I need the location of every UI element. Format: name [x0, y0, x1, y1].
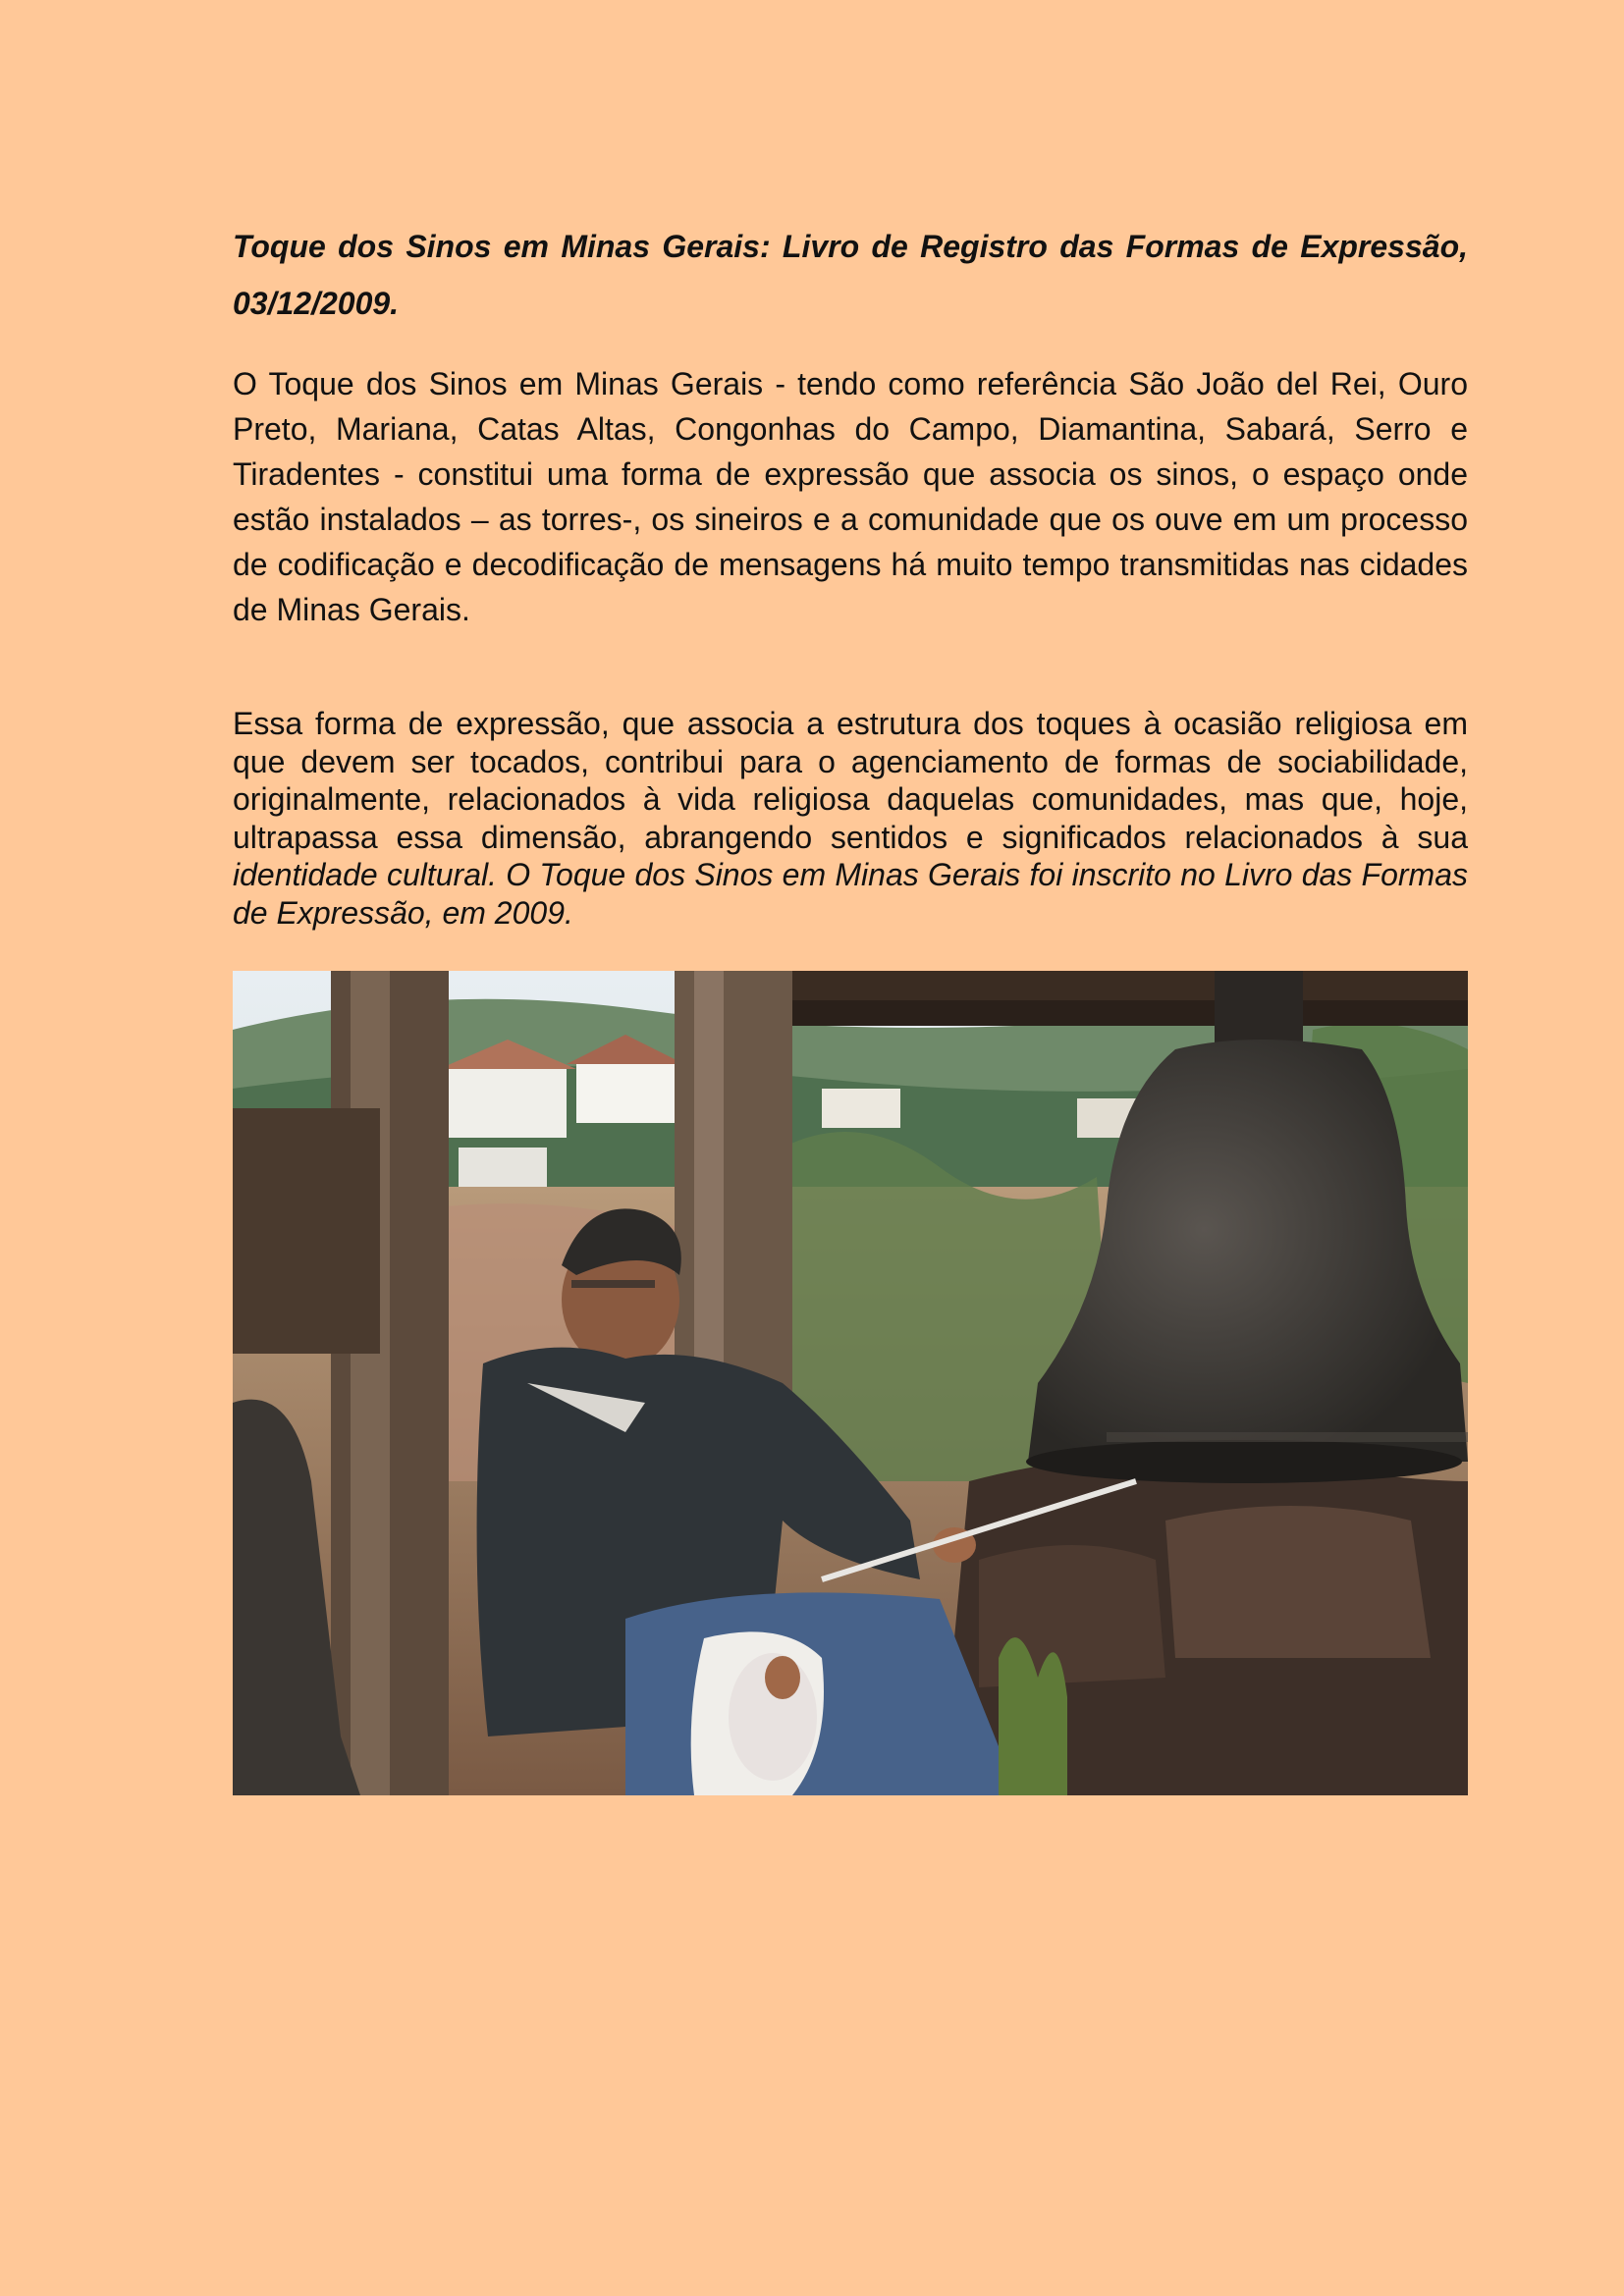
paragraph-2-regular: Essa forma de expressão, que associa a estrutura dos toques à ocasião religiosa em que devem ser tocados, contribui para o agenciamento de formas de sociabilidade, originalmente, relacionados à vida religiosa daquelas comunidades, mas que, hoje, ultrapassa essa dimensão, abrangendo sentidos e significados relacionados à sua	[233, 706, 1468, 855]
document-body	[233, 218, 1468, 932]
paragraph-1: O Toque dos Sinos em Minas Gerais - tendo como referência São João del Rei, Ouro Preto, Mariana, Catas Altas, Congonhas do Campo, Diamantina, Sabará, Serro e Tiradentes - constitui uma forma de expressão que associa os sinos, o espaço onde estão instalados – as torres-, os sineiros e a comunidade que os ouve em um processo de codificação e decodificação de mensagens há muito tempo transmitidas nas cidades de Minas Gerais.	[233, 366, 1468, 627]
bell-ringer-photo	[233, 971, 1468, 1795]
document-title: Toque dos Sinos em Minas Gerais: Livro de Registro das Formas de Expressão, 03/12/2009.	[233, 229, 1468, 321]
paragraph-2	[233, 705, 1468, 932]
paragraph-2-italic: identidade cultural. O Toque dos Sinos em Minas Gerais foi inscrito no Livro das Formas de Expressão, em 2009.	[233, 857, 1468, 931]
